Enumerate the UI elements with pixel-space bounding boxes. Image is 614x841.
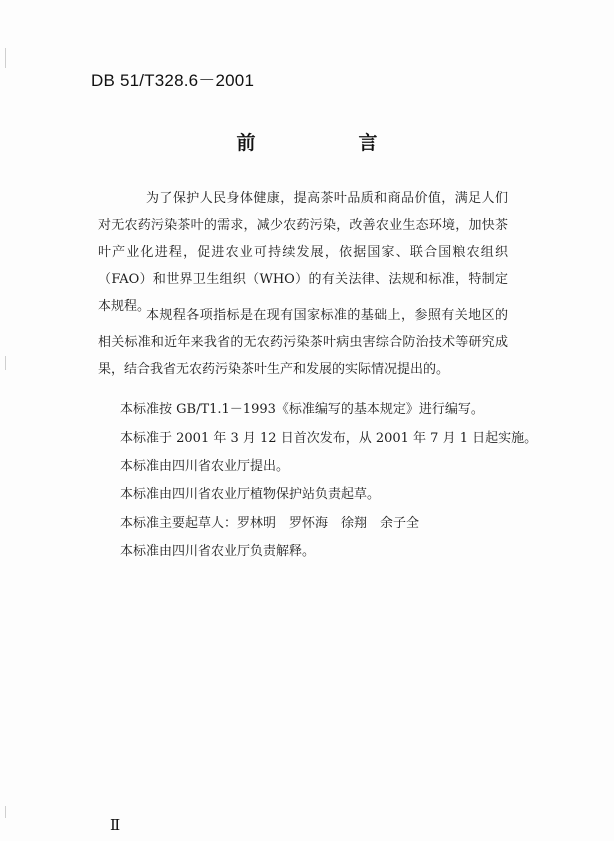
page-number: Ⅱ <box>110 816 121 834</box>
paragraph-purpose: 为了保护人民身体健康，提高茶叶品质和商品价值，满足人们对无农药污染茶叶的需求，减少农药污染，改善农业生态环境，加快茶叶产业化进程，促进农业可持续发展，依据国家、联合国粮农组织（FAO）和世界卫生组织（WHO）的有关法律、法规和标准，特制定本规程。 <box>98 191 508 314</box>
section-title: 前 言 <box>236 132 420 154</box>
scan-edge-mark <box>5 806 6 818</box>
paragraph-block-1 <box>98 185 508 320</box>
standard-code: DB 51/T328.6－2001 <box>91 71 255 90</box>
scan-edge-mark <box>5 356 6 370</box>
line-interpretation: 本标准由四川省农业厅负责解释。 <box>120 544 316 559</box>
line-proposer: 本标准由四川省农业厅提出。 <box>120 459 290 474</box>
line-writing-rule: 本标准按 GB/T1.1－1993《标准编写的基本规定》进行编写。 <box>120 402 484 417</box>
line-issue-date: 本标准于 2001 年 3 月 12 日首次发布，从 2001 年 7 月 1 日起实施。 <box>120 431 538 446</box>
paragraph-block-2 <box>98 302 508 383</box>
paragraph-basis: 本规程各项指标是在现有国家标准的基础上，参照有关地区的相关标准和近年来我省的无农药污染茶叶病虫害综合防治技术等研究成果，结合我省无农药污染茶叶生产和发展的实际情况提出的。 <box>98 308 508 377</box>
line-drafting-unit: 本标准由四川省农业厅植物保护站负责起草。 <box>120 487 381 502</box>
scan-edge-mark <box>5 48 6 68</box>
line-drafters: 本标准主要起草人：罗林明 罗怀海 徐翔 余子全 <box>120 516 420 531</box>
